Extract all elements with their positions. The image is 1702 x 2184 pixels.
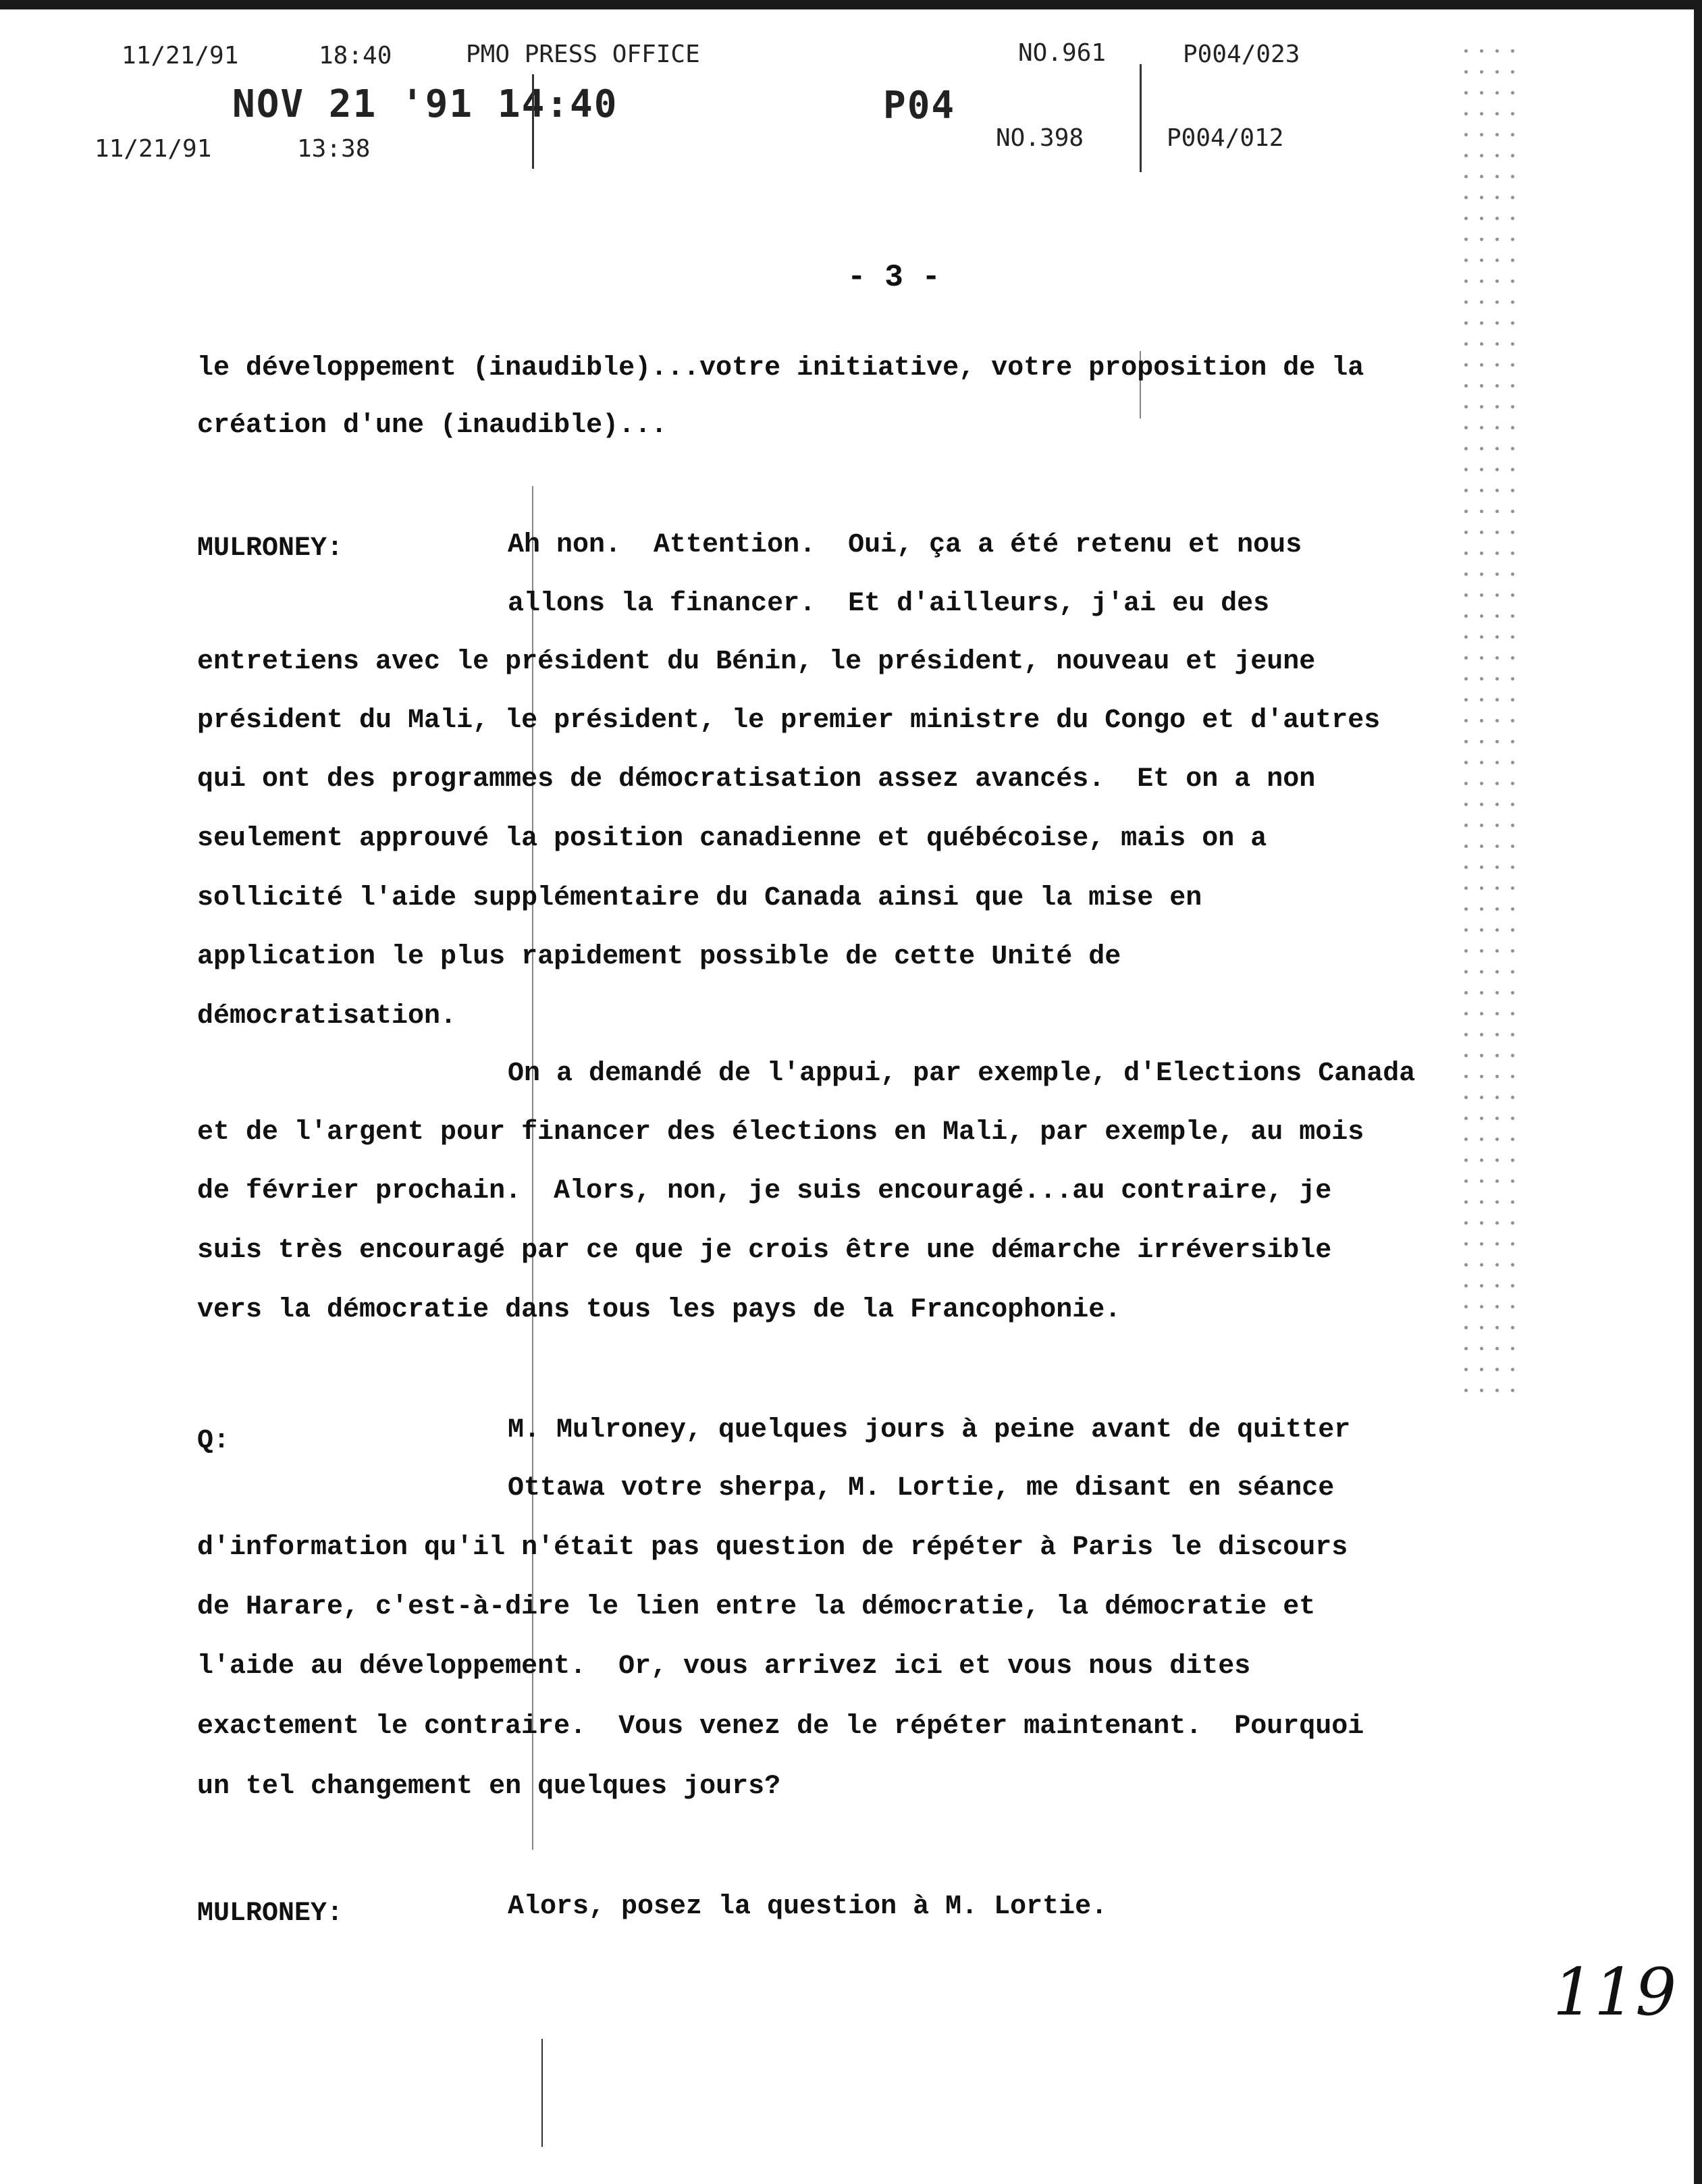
text-line: allons la financer. Et d'ailleurs, j'ai eu des [508, 589, 1270, 619]
text-line: démocratisation. [197, 1001, 457, 1032]
fax-time-1: 18:40 [319, 42, 392, 70]
fax-artifact-line [541, 2039, 543, 2147]
page-number: - 3 - [847, 260, 941, 295]
text-line: suis très encouragé par ce que je crois être une démarche irréversible [197, 1235, 1332, 1266]
scan-top-edge [0, 0, 1702, 9]
speaker-label: MULRONEY: [197, 533, 344, 564]
text-line: président du Mali, le président, le premier ministre du Congo et d'autres [197, 705, 1381, 736]
text-line: seulement approuvé la position canadienne et québécoise, mais on a [197, 824, 1267, 854]
fax-date-3: 11/21/91 [95, 135, 212, 163]
text-line: On a demandé de l'appui, par exemple, d'Elections Canada [508, 1059, 1416, 1089]
text-line: Ah non. Attention. Oui, ça a été retenu et nous [508, 530, 1302, 560]
fax-page-2: P04 [883, 84, 956, 128]
text-line: l'aide au développement. Or, vous arrivez ici et vous nous dites [197, 1651, 1251, 1682]
text-line: de Harare, c'est-à-dire le lien entre la démocratie, la démocratie et [197, 1592, 1316, 1622]
text-line: entretiens avec le président du Bénin, le président, nouveau et jeune [197, 647, 1316, 677]
scan-right-edge [1694, 0, 1702, 2184]
text-line: vers la démocratie dans tous les pays de la Francophonie. [197, 1295, 1121, 1325]
fax-artifact-line [532, 74, 534, 169]
text-line: de février prochain. Alors, non, je suis encouragé...au contraire, je [197, 1176, 1332, 1206]
fax-date-1: 11/21/91 [122, 42, 239, 70]
text-line: application le plus rapidement possible de cette Unité de [197, 942, 1121, 972]
text-line: création d'une (inaudible)... [197, 410, 668, 441]
speaker-label: Q: [197, 1426, 230, 1456]
text-line: Alors, posez la question à M. Lortie. [508, 1892, 1108, 1922]
fax-number-1: NO.961 [1018, 39, 1107, 67]
fax-noise-column [1458, 41, 1519, 1404]
fax-time-3: 13:38 [297, 135, 371, 163]
text-line: sollicité l'aide supplémentaire du Canada ainsi que la mise en [197, 883, 1202, 913]
text-line: M. Mulroney, quelques jours à peine avant de quitter [508, 1415, 1351, 1445]
text-line: le développement (inaudible)...votre initiative, votre proposition de la [197, 353, 1364, 383]
fax-artifact-line [1140, 64, 1142, 172]
text-line: et de l'argent pour financer des élections en Mali, par exemple, au mois [197, 1117, 1364, 1148]
fax-page-3: P004/012 [1167, 124, 1284, 152]
text-line: exactement le contraire. Vous venez de le répéter maintenant. Pourquoi [197, 1711, 1364, 1742]
fax-page-1: P004/023 [1183, 41, 1300, 68]
text-line: un tel changement en quelques jours? [197, 1772, 781, 1802]
handwritten-page-number: 119 [1553, 1954, 1677, 2030]
text-line: Ottawa votre sherpa, M. Lortie, me disant en séance [508, 1473, 1335, 1503]
fax-sender: PMO PRESS OFFICE [466, 41, 700, 68]
fax-stamp: NOV 21 '91 14:40 [232, 82, 618, 126]
text-line: qui ont des programmes de démocratisation assez avancés. Et on a non [197, 764, 1316, 795]
fax-number-3: NO.398 [996, 124, 1084, 152]
text-line: d'information qu'il n'était pas question de répéter à Paris le discours [197, 1533, 1348, 1563]
speaker-label: MULRONEY: [197, 1898, 344, 1929]
fax-artifact-line [532, 486, 533, 1850]
